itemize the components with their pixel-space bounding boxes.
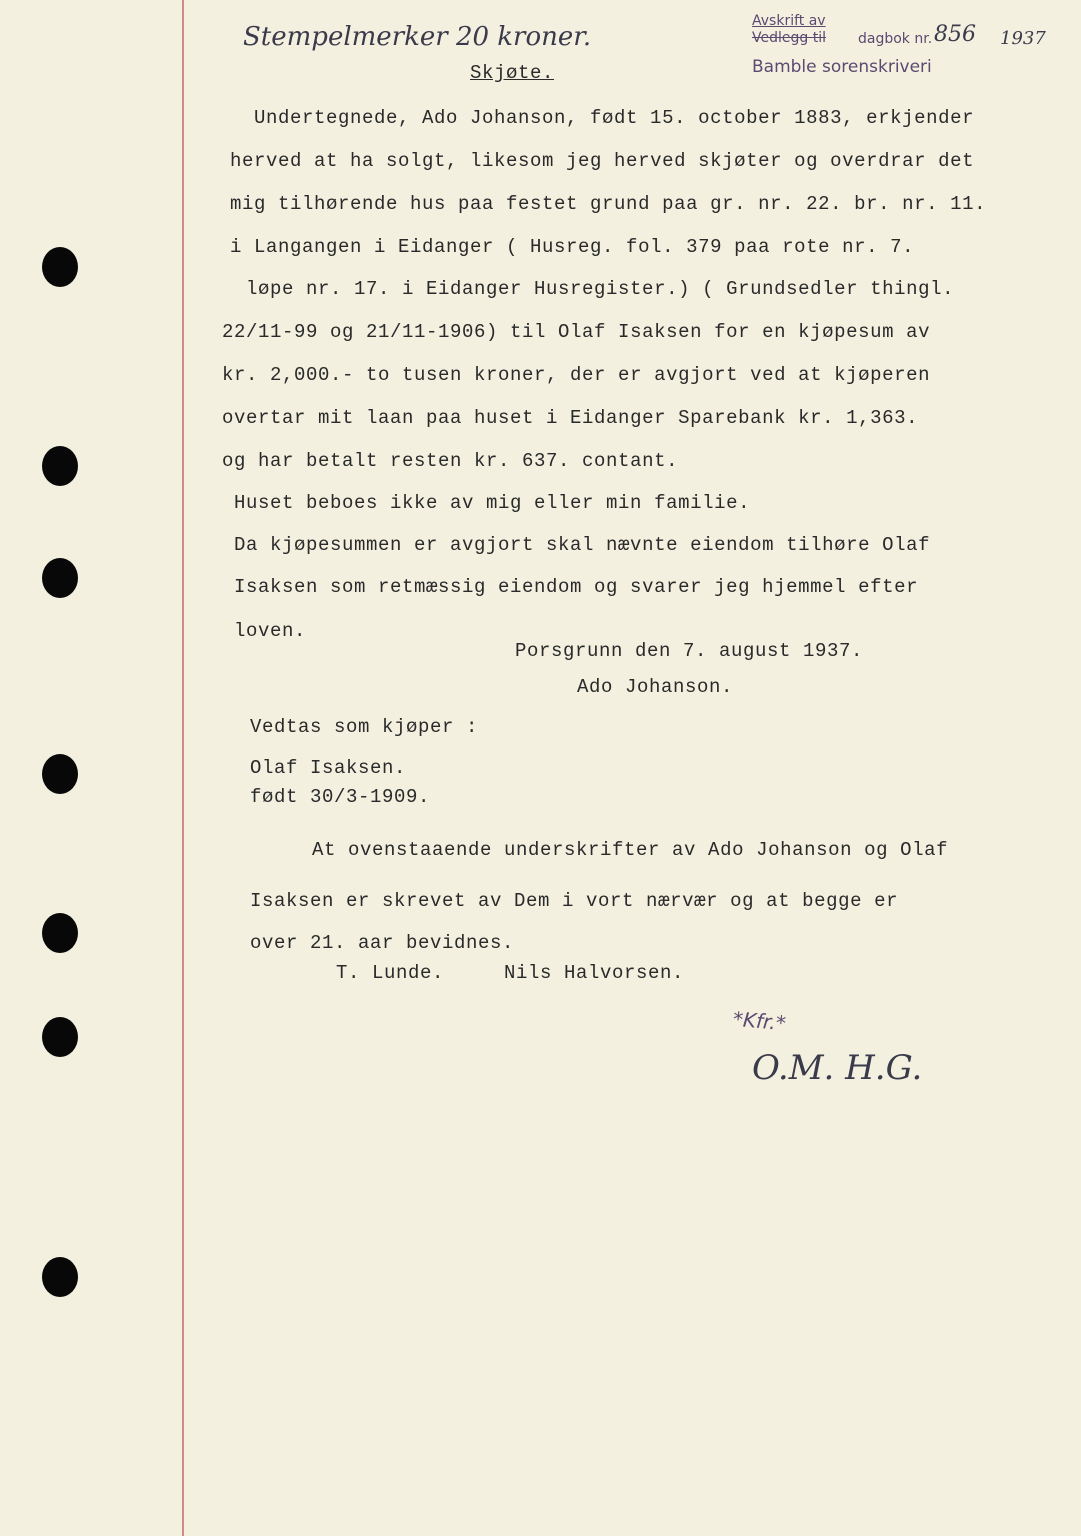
punch-hole [42,446,78,486]
body-line: Da kjøpesummen er avgjort skal nævnte eiendom tilhøre Olaf [234,534,931,556]
stamp-year: 1937 [1000,28,1046,49]
body-line: og har betalt resten kr. 637. contant. [222,450,679,472]
kfr-stamp: *Kfr.* [732,1006,787,1036]
punch-hole [42,913,78,953]
place-date: Porsgrunn den 7. august 1937. [515,640,864,662]
body-line: kr. 2,000.- to tusen kroner, der er avgjort ved at kjøperen [222,364,931,386]
witness-line: Isaksen er skrevet av Dem i vort nærvær og at begge er [250,890,899,912]
document-title: Skjøte. [470,62,555,84]
body-line: i Langangen i Eidanger ( Husreg. fol. 379 paa rote nr. 7. [230,236,915,258]
witness-line: At ovenstaaende underskrifter av Ado Johanson og Olaf [312,839,949,861]
buyer-label: Vedtas som kjøper : [250,716,479,738]
body-line: loven. [234,620,307,642]
body-line: Huset beboes ikke av mig eller min familie. [234,492,751,514]
punch-hole [42,1017,78,1057]
stamp-copy-label: Avskrift av [752,13,826,29]
stamp-office: Bamble sorenskriveri [752,57,932,77]
punch-hole [42,247,78,287]
seller-signature: Ado Johanson. [577,676,734,698]
punch-hole [42,558,78,598]
witness-line: over 21. aar bevidnes. [250,932,515,954]
dagbok-number: 856 [934,22,976,47]
buyer-name: Olaf Isaksen. [250,757,407,779]
body-line: Isaksen som retmæssig eiendom og svarer jeg hjemmel efter [234,576,919,598]
punch-hole [42,754,78,794]
stamp-struck-label: Vedlegg til [752,30,826,46]
buyer-born: født 30/3-1909. [250,786,431,808]
stamp-duty-note: Stempelmerker 20 kroner. [243,22,592,52]
body-line: 22/11-99 og 21/11-1906) til Olaf Isaksen for en kjøpesum av [222,321,931,343]
stamp-dagbok-label: dagbok nr. [858,31,933,47]
punch-hole [42,1257,78,1297]
body-line: herved at ha solgt, likesom jeg herved skjøter og overdrar det [230,150,975,172]
witness-signatures: T. Lunde. Nils Halvorsen. [336,962,685,984]
margin-rule [182,0,184,1536]
handwritten-initials: O.M. H.G. [752,1048,923,1088]
body-line: overtar mit laan paa huset i Eidanger Sparebank kr. 1,363. [222,407,919,429]
body-line: mig tilhørende hus paa festet grund paa gr. nr. 22. br. nr. 11. [230,193,987,215]
body-line: løpe nr. 17. i Eidanger Husregister.) ( Grundsedler thingl. [246,278,955,300]
body-line: Undertegnede, Ado Johanson, født 15. october 1883, erkjender [254,107,975,129]
